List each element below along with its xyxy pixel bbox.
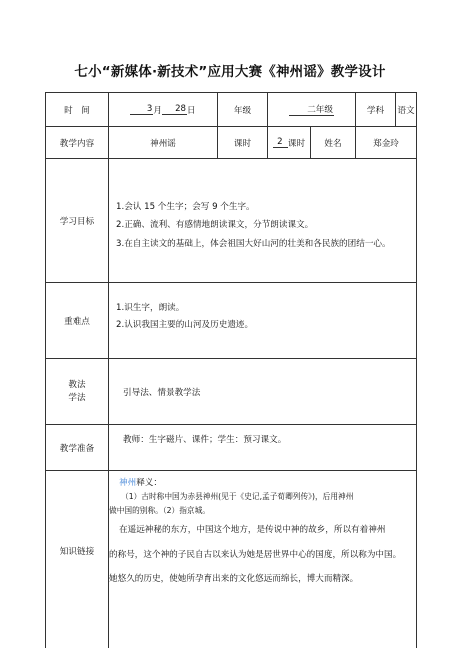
grade-cell — [267, 92, 355, 126]
periods-cell — [267, 126, 310, 158]
label-periods — [217, 126, 267, 158]
date-cell — [108, 92, 217, 126]
label-content — [45, 126, 108, 158]
knowledge-term: 神州 — [119, 478, 137, 488]
objectives-cell — [108, 158, 417, 282]
keypoint-item: 1.识生字，朗读。 — [116, 303, 185, 313]
label-name — [310, 126, 355, 158]
label-subject — [355, 92, 395, 126]
label-name-text: 姓名 — [324, 138, 342, 149]
label-methods-line1: 教法 — [68, 380, 86, 391]
name-cell — [355, 126, 417, 158]
label-subject-text: 学科 — [366, 105, 385, 116]
preparation-cell — [108, 424, 417, 470]
day-unit: 日 — [187, 105, 196, 116]
label-methods — [45, 358, 108, 424]
objective-item: 3.在自主读文的基础上，体会祖国大好山河的壮美和各民族的团结一心。 — [116, 239, 391, 249]
label-grade-text: 年级 — [233, 105, 252, 116]
label-objectives-text: 学习目标 — [59, 216, 95, 227]
preparation-text: 教师：生字磁片、课件；学生：预习课文。 — [123, 435, 287, 445]
objective-item: 2.正确、流利、有感情地朗读课文，分节朗读课文。 — [116, 220, 314, 230]
knowledge-definition-line: 做中国的别称。（2）指京城。 — [109, 506, 210, 515]
knowledge-term-line — [119, 476, 162, 488]
label-time — [45, 92, 108, 126]
knowledge-cell — [108, 470, 417, 648]
month-value: 3 — [130, 104, 153, 115]
content-cell — [108, 126, 217, 158]
knowledge-term-suffix: 释义： — [136, 478, 162, 488]
knowledge-definition-line: （1）古时称中国为赤县神州(见于《史记,孟子荀卿列传》)，后用神州 — [121, 492, 354, 501]
document-title: 七小“新媒体·新技术”应用大赛《神州谣》教学设计 — [74, 64, 386, 80]
label-grade — [217, 92, 267, 126]
knowledge-paragraph-line: 在遥远神秘的东方，中国这个地方，是传说中神的故乡，所以有着神州 — [119, 525, 386, 535]
label-content-text: 教学内容 — [59, 138, 95, 149]
subject-value-cell — [395, 92, 417, 126]
grade-value: 二年级 — [289, 103, 334, 116]
day-value: 28 — [162, 104, 187, 115]
label-keypoints — [45, 282, 108, 358]
label-knowledge — [45, 470, 108, 648]
month-unit: 月 — [153, 105, 162, 116]
periods-value: 2 — [273, 137, 288, 148]
label-keypoints-text: 重难点 — [64, 316, 90, 327]
content-value: 神州谣 — [150, 138, 176, 149]
label-knowledge-text: 知识链接 — [59, 547, 95, 557]
knowledge-paragraph-line: 的称号，这个神的子民自古以来认为她是居世界中心的国度，所以称为中国。 — [109, 550, 402, 560]
label-methods-line2: 学法 — [68, 392, 86, 403]
label-time-text: 时 间 — [64, 105, 90, 116]
name-value: 郑金玲 — [373, 138, 399, 149]
label-periods-text: 课时 — [233, 138, 252, 149]
periods-unit: 课时 — [287, 138, 306, 149]
keypoint-item: 2.认识我国主要的山河及历史遗迹。 — [116, 320, 254, 330]
lesson-plan-table — [45, 92, 417, 648]
label-preparation — [45, 424, 108, 470]
methods-cell — [108, 358, 417, 424]
methods-text: 引导法、情景教学法 — [123, 388, 201, 398]
keypoints-cell — [108, 282, 417, 358]
knowledge-paragraph-line: 她悠久的历史，使她所孕育出来的文化悠远而绵长，博大而精深。 — [109, 574, 359, 584]
subject-value: 语文 — [397, 105, 415, 116]
objective-item: 1.会认 15 个生字；会写 9 个生字。 — [116, 202, 255, 212]
label-objectives — [45, 158, 108, 282]
label-preparation-text: 教学准备 — [59, 443, 95, 454]
